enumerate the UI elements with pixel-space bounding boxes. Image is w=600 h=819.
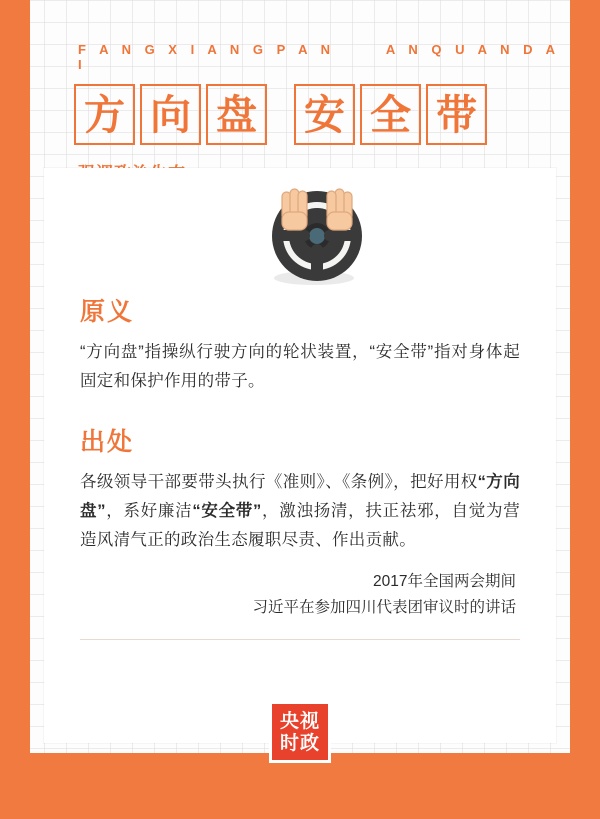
left-orange-band [0, 0, 30, 819]
pinyin-right: A N Q U A N D A I [78, 42, 560, 72]
section-heading-original: 原义 [80, 298, 135, 326]
channel-logo-inner [272, 704, 328, 760]
attribution-line-2: 习近平在参加四川代表团审议时的讲话 [252, 599, 516, 616]
source-text-emphasis-1: “方向盘” [80, 473, 520, 520]
title-char-1: 方 [74, 84, 135, 145]
source-text-part-3: ，激浊扬清，扶正祛邪，自觉为营造风清气正的政治生态履职尽责、作出贡献。 [80, 502, 521, 549]
channel-logo-line-2: 时政 [279, 732, 320, 754]
top-left-orange-corner [0, 0, 30, 30]
right-orange-band [570, 0, 600, 819]
steering-wheel-icon [256, 174, 378, 296]
title-char-2: 向 [140, 84, 201, 145]
title-char-6: 带 [426, 84, 487, 145]
page-title [74, 84, 570, 145]
illustration-area [44, 168, 556, 286]
channel-logo-line-1: 央视 [279, 710, 320, 732]
source-text-part-1: 各级领导干部要带头执行《准则》、《条例》，把好用权 [80, 473, 478, 491]
title-char-5: 全 [360, 84, 421, 145]
source-text-part-2: ，系好廉洁 [105, 502, 193, 520]
section-body-source [80, 468, 520, 555]
attribution-line-1: 2017年全国两会期间 [373, 573, 516, 590]
content-card [44, 168, 556, 743]
source-text-emphasis-2: “安全带” [192, 502, 262, 520]
title-char-4: 安 [294, 84, 355, 145]
poster-inner [30, 0, 570, 753]
channel-logo [269, 701, 331, 763]
section-original-meaning [44, 292, 556, 621]
title-char-3: 盘 [206, 84, 267, 145]
section-body-original: “方向盘”指操纵行驶方向的轮状装置，“安全带”指对身体起固定和保护作用的带子。 [80, 343, 520, 390]
section-heading-source: 出处 [80, 428, 135, 456]
pinyin-left: F A N G X I A N G P A N [78, 42, 336, 57]
pinyin-header [78, 42, 570, 72]
card-divider [80, 639, 520, 640]
attribution [80, 569, 520, 621]
